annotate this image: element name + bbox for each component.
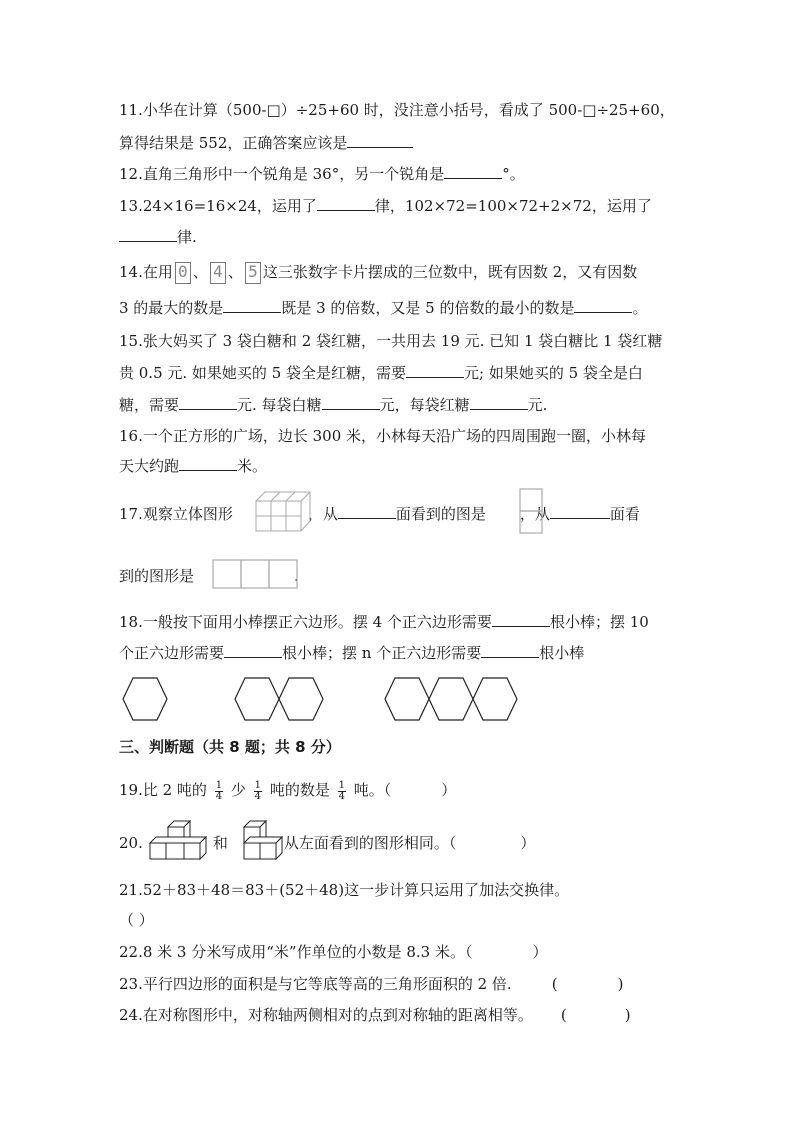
question-12 — [119, 164, 525, 184]
question-19-tail: ） — [441, 781, 457, 799]
question-18-text4: 根小棒；摆 n 个正六边形需要 — [282, 644, 482, 662]
separator: 、 — [227, 263, 243, 281]
section-heading: 三、判断题（共 8 题；共 8 分） — [119, 738, 341, 756]
question-20-text3: 从左面看到的图形相同。（ — [283, 834, 457, 852]
answer-blank[interactable] — [550, 504, 610, 519]
answer-blank[interactable] — [444, 164, 502, 179]
question-19-text2: 少 — [230, 781, 246, 799]
question-17-text5: 面看 — [609, 505, 640, 523]
question-20-text: 20. — [119, 834, 143, 852]
question-14-text: 14.在用 — [119, 263, 173, 281]
separator: 、 — [192, 263, 208, 281]
question-19 — [119, 780, 456, 802]
question-19-text4: 吨。（ — [353, 781, 392, 799]
question-17-tail: . — [294, 567, 299, 585]
question-24-text: 24.在对称图形中，对称轴两侧相对的点到对称轴的距离相等。 — [119, 1006, 533, 1024]
question-17-text: 17.观察立体图形 — [119, 505, 233, 523]
question-19-text: 19.比 2 吨的 — [119, 781, 207, 799]
question-19-text3: 吨的数是 — [269, 781, 330, 799]
question-15-text4: 元. 每袋白糖 — [237, 396, 322, 414]
question-14-text4: 既是 3 的倍数，又是 5 的倍数的最小的数是 — [281, 299, 575, 317]
side-view-figure — [211, 558, 303, 590]
question-20-text2: 和 — [212, 834, 228, 852]
question-15-text5: 元，每袋红糖 — [379, 396, 470, 414]
fraction: $\frac{1}{4}$ — [254, 779, 262, 802]
answer-blank[interactable] — [406, 363, 464, 378]
question-22-tail: ） — [532, 943, 548, 961]
question-18-text2: 根小棒；摆 10 — [549, 613, 649, 631]
answer-blank[interactable] — [179, 456, 237, 471]
question-14-line2 — [119, 298, 648, 318]
answer-blank[interactable] — [322, 395, 380, 410]
question-12-tail: °。 — [502, 165, 525, 183]
answer-blank[interactable] — [224, 643, 282, 658]
question-18-text3: 个正六边形需要 — [119, 644, 225, 662]
question-14-tail: 。 — [632, 299, 648, 317]
cube-stack-figure-1 — [146, 819, 212, 863]
question-15-line3 — [119, 395, 547, 415]
question-21-paren[interactable]: （ ） — [119, 911, 154, 929]
answer-blank[interactable] — [223, 298, 281, 313]
hexagon-pattern-1 — [120, 675, 170, 725]
answer-blank[interactable] — [119, 227, 177, 242]
paren-close: ) — [624, 1006, 631, 1024]
paren-open: ( — [551, 975, 558, 993]
answer-blank[interactable] — [481, 643, 539, 658]
question-15-line2 — [119, 363, 643, 383]
answer-blank[interactable] — [338, 504, 396, 519]
hexagon-pattern-2 — [232, 675, 328, 725]
question-15-text: 贵 0.5 元. 如果她买的 5 袋全是红糖，需要 — [119, 364, 407, 382]
cube-stack-figure-2 — [240, 819, 288, 863]
question-15-text2: 元; 如果她买的 5 袋全是白 — [464, 364, 643, 382]
answer-blank[interactable] — [179, 395, 237, 410]
question-18-tail: 根小棒 — [539, 644, 585, 662]
question-16-line1: 16.一个正方形的广场，边长 300 米，小林每天沿广场的四周围跑一圈，小林每 — [119, 427, 647, 445]
solid-figure-3d-icon — [253, 489, 315, 533]
question-15-tail: 元. — [527, 396, 548, 414]
front-view-figure — [518, 487, 546, 535]
question-22 — [119, 942, 548, 962]
question-16-tail: 米。 — [237, 457, 268, 475]
question-22-text: 22.8 米 3 分米写成用“米”作单位的小数是 8.3 米。（ — [119, 943, 473, 961]
answer-blank[interactable] — [347, 133, 413, 148]
question-17-text2: ，从 — [307, 505, 338, 523]
question-13-line1 — [119, 196, 652, 216]
question-14-text3: 3 的最大的数是 — [119, 299, 224, 317]
question-11-line1: 11.小华在计算（500-□）÷25+60 时，没注意小括号，看成了 500-□÷25+60， — [119, 101, 675, 119]
hexagon-pattern-3 — [382, 675, 518, 725]
question-23-text: 23.平行四边形的面积是与它等底等高的三角形面积的 2 倍. — [119, 975, 512, 993]
question-13-line2 — [119, 227, 197, 247]
question-23 — [119, 974, 623, 994]
answer-blank[interactable] — [492, 612, 550, 627]
question-18-line2 — [119, 643, 584, 663]
digit-card-0: 0 — [175, 262, 191, 284]
paren-open: ( — [560, 1006, 567, 1024]
answer-blank[interactable] — [574, 298, 632, 313]
answer-blank[interactable] — [317, 196, 375, 211]
question-17-text6: 到的图形是 — [119, 567, 195, 585]
question-12-text: 12.直角三角形中一个锐角是 36°，另一个锐角是 — [119, 165, 445, 183]
question-17-text4: ，从 — [519, 505, 550, 523]
question-21-line1: 21.52＋83＋48＝83＋(52＋48)这一步计算只运用了加法交换律。 — [119, 881, 570, 899]
question-13-text: 13.24×16=16×24，运用了 — [119, 197, 317, 215]
question-16-line2 — [119, 456, 267, 476]
question-24 — [119, 1005, 631, 1025]
question-13-tail: 律. — [177, 228, 197, 246]
fraction: $\frac{1}{4}$ — [338, 779, 345, 802]
question-14-text2: 这三张数字卡片摆成的三位数中，既有因数 2，又有因数 — [262, 263, 638, 281]
question-11-text: 算得结果是 552，正确答案应该是 — [119, 134, 348, 152]
question-17-line1 — [119, 504, 640, 524]
fraction: $\frac{1}{4}$ — [215, 779, 223, 802]
digit-card-4: 4 — [210, 262, 226, 284]
digit-card-5: 5 — [245, 262, 261, 284]
question-18-line1 — [119, 612, 649, 632]
question-16-text: 天大约跑 — [119, 457, 180, 475]
question-15-line1: 15.张大妈买了 3 袋白糖和 2 袋红糖，一共用去 19 元. 已知 1 袋白糖比 1 袋红糖 — [119, 332, 663, 350]
question-15-text3: 糖，需要 — [119, 396, 180, 414]
question-13-text2: 律，102×72=100×72+2×72，运用了 — [374, 197, 652, 215]
question-17-text3: 面看到的图是 — [395, 505, 486, 523]
question-18-text: 18.一般按下面用小棒摆正六边形。摆 4 个正六边形需要 — [119, 613, 492, 631]
question-14-line1 — [119, 262, 637, 284]
paren-close: ) — [617, 975, 624, 993]
answer-blank[interactable] — [470, 395, 528, 410]
question-20-tail: ） — [520, 834, 536, 852]
question-11-line2 — [119, 133, 413, 153]
